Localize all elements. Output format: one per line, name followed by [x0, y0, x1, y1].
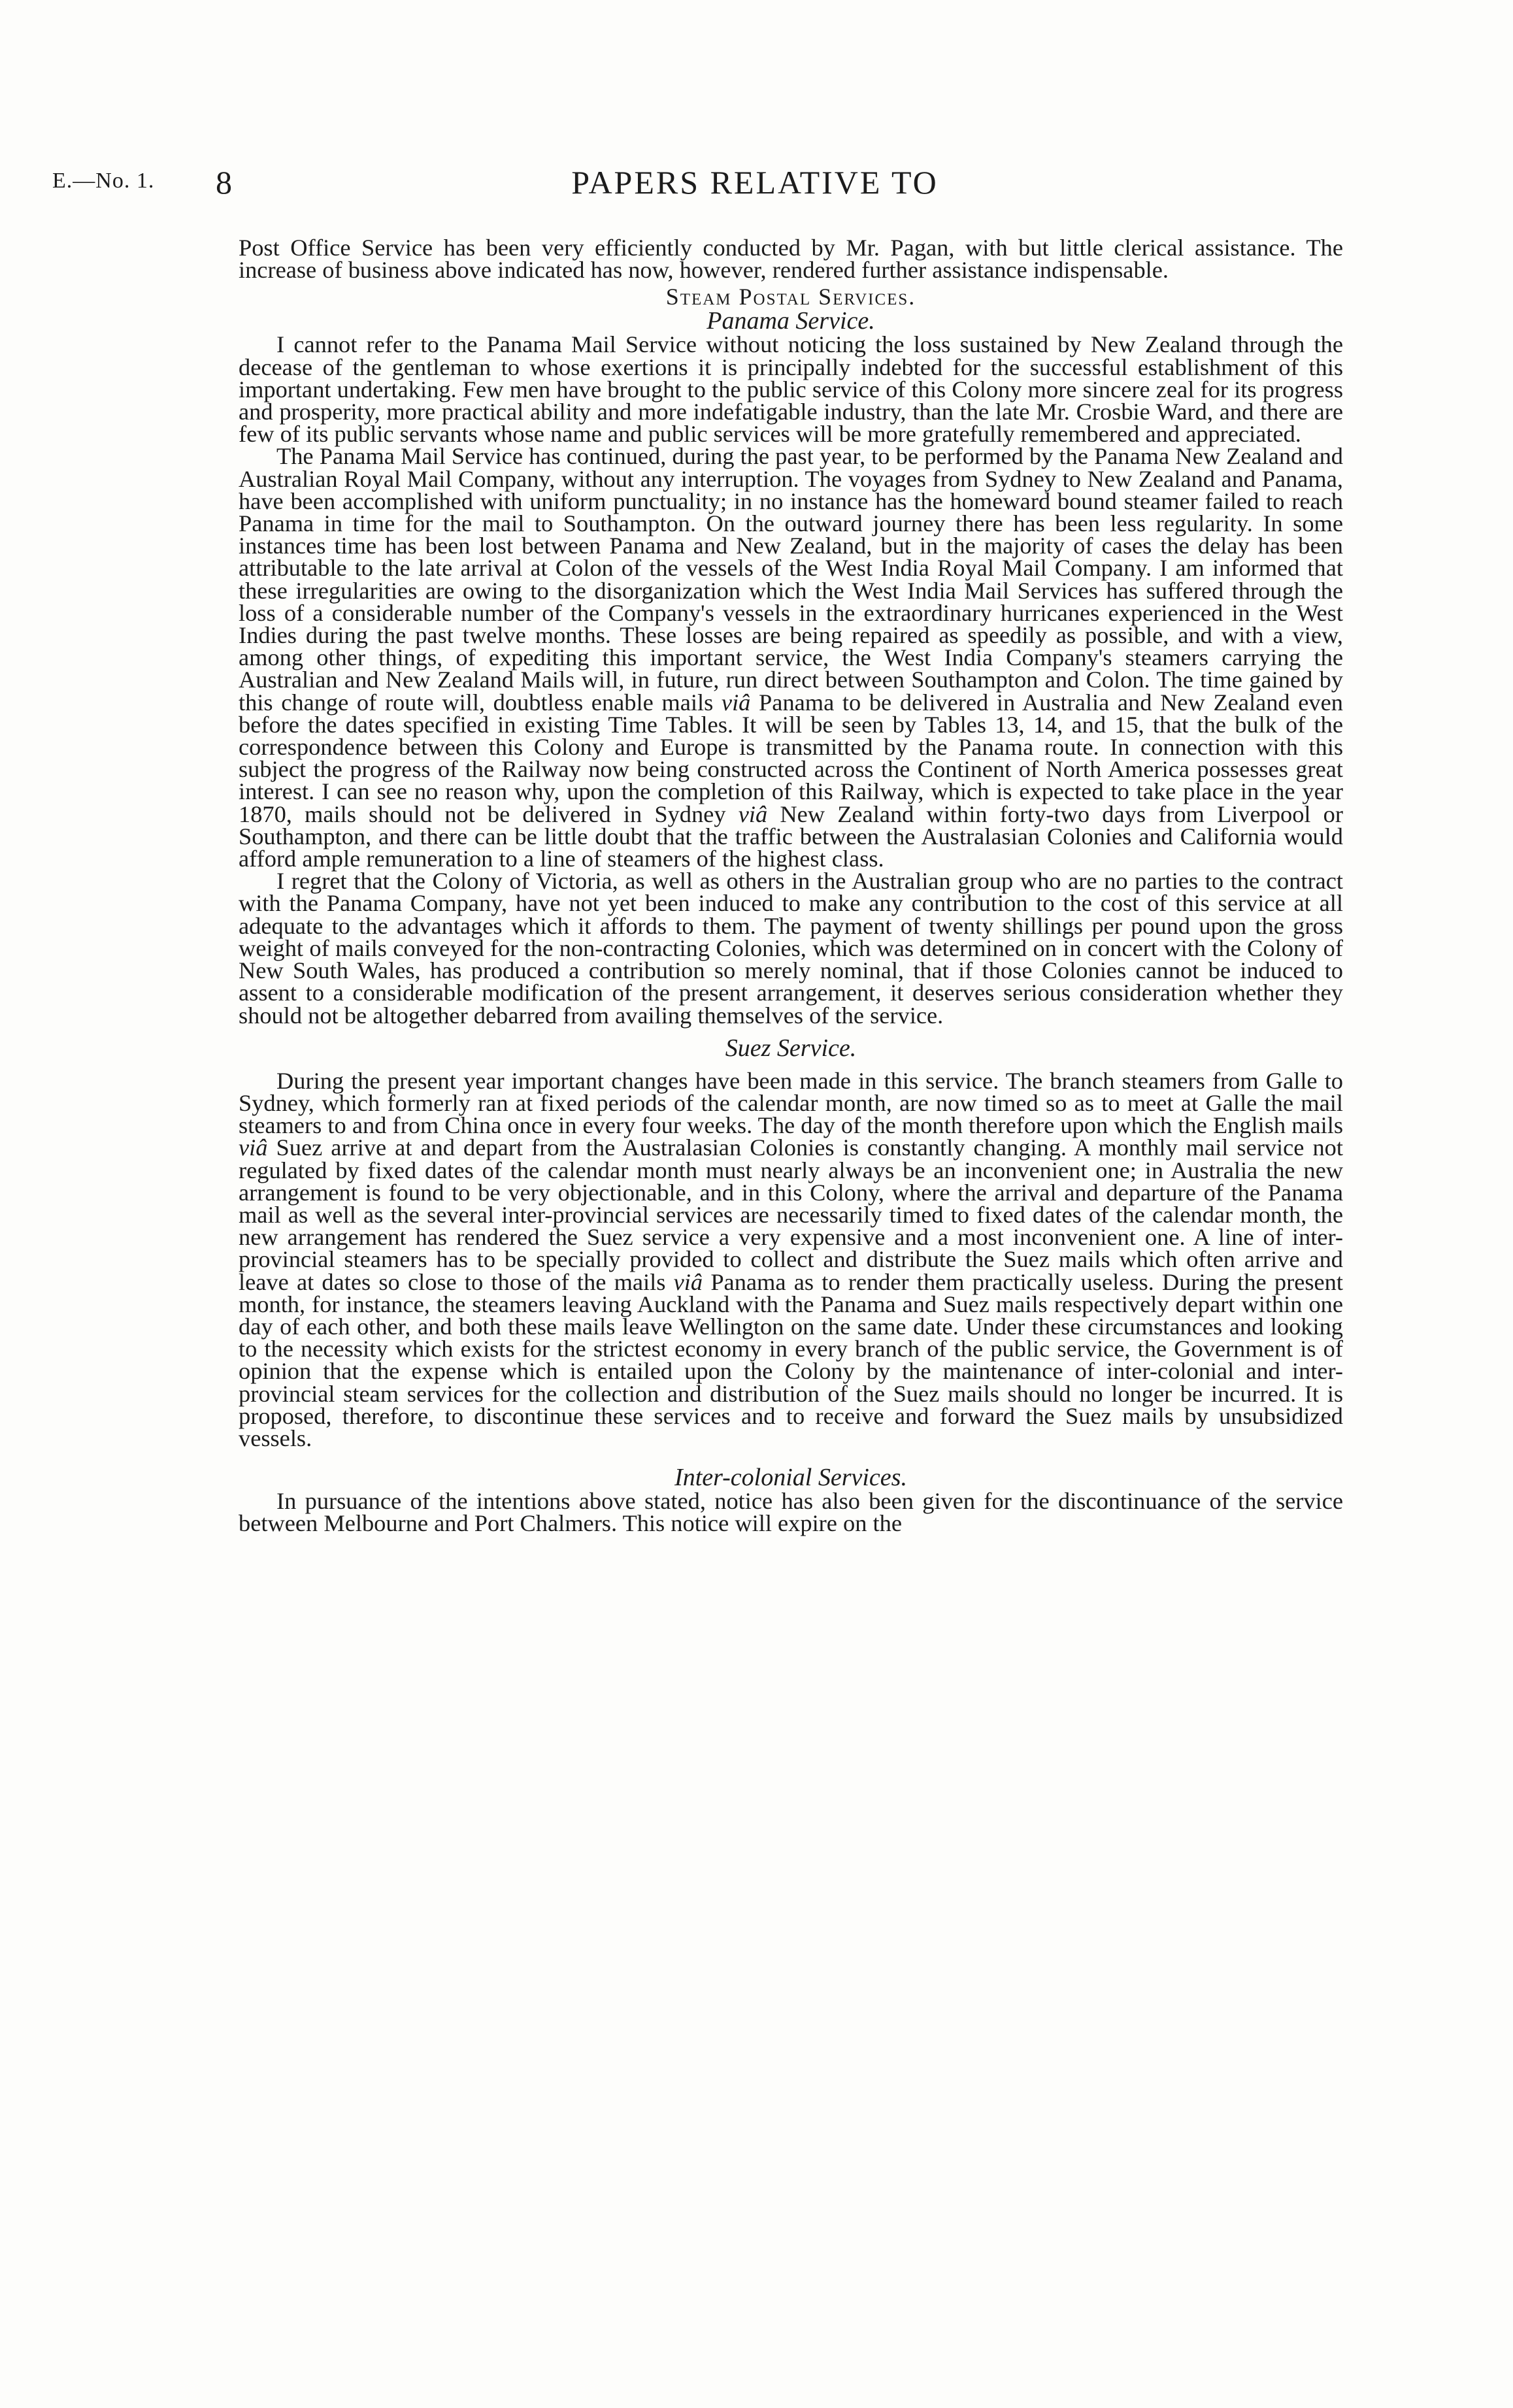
running-title: PAPERS RELATIVE TO [571, 164, 939, 201]
paragraph-inter-colonial: In pursuance of the intentions above stated, notice has also been given for the discontinuance of the service between Melbourne and Port Chalmers. This notice will expire on the [239, 1488, 1343, 1537]
italic-via: viâ [673, 1268, 703, 1295]
subheading-suez-service: Suez Service. [725, 1034, 857, 1062]
page-number: 8 [216, 164, 232, 201]
body-text [239, 237, 1343, 1535]
section-heading-steam-postal: Steam Postal Services. [665, 284, 916, 310]
paragraph-post-office: Post Office Service has been very efficiently conducted by Mr. Pagan, with but little clerical assistance. The increase of business above indicated has now, however, rendered further assistance indispensable. [239, 235, 1343, 284]
subheading-inter-colonial: Inter-colonial Services. [674, 1464, 907, 1492]
italic-via: viâ [721, 689, 751, 716]
document-reference: E.—No. 1. [52, 169, 155, 193]
italic-via: viâ [738, 800, 768, 827]
text-fragment: Panama to be delivered in Australia and New Zealand even before the dates specified in existing Time Tables. It will be seen by Tables 13, 14, and 15, that the bulk of the correspondence between this Colony and Europe is transmitted by the Panama route. In connection with this subject the progress of the Railway now being constructed across the Continent of North America possesses great interest. I can see no reason why, upon the completion of this Railway, which is expected to take place in the year 1870, mails should not be delivered in Sydney [239, 689, 1343, 827]
text-fragment: Suez arrive at and depart from the Australasian Colonies is constantly changing. A monthly mail service not regulated by fixed dates of the calendar month must nearly always be an inconvenient one; in Australia the new arrangement is found to be very objectionable, and in this Colony, where the arrival and departure of the Panama mail as well as the several inter-provincial services are necessarily timed to fixed dates of the calendar month, the new arrangement has rendered the Suez service a very expensive and a most inconvenient one. A line of inter-provincial steamers has to be specially provided to collect and distribute the Suez mails which often arrive and leave at dates so close to those of the mails [239, 1134, 1343, 1295]
text-fragment: During the present year important changes have been made in this service. The branch steamers from Galle to Sydney, which formerly ran at fixed periods of the calendar month, are now timed so as to meet at Galle the mail steamers to and from China once in every four weeks. The day of the month therefore upon which the English mails [239, 1067, 1344, 1139]
paragraph-suez [239, 1067, 1344, 1451]
page-header [52, 163, 1457, 209]
paragraph-victoria: I regret that the Colony of Victoria, as well as others in the Australian group who are no parties to the contract with the Panama Company, have not yet been induced to make any contribution to the cost of this service at all adequate to the advantages which it affords to them. The payment of twenty shillings per pound upon the gross weight of mails conveyed for the non-contracting Colonies, which was determined on in concert with the Colony of New South Wales, has produced a contribution so merely nominal, that if those Colonies cannot be induced to assent to a considerable modification of the present arrangement, it deserves serious consideration whether they should not be altogether debarred from availing themselves of the service. [239, 868, 1343, 1029]
paragraph-crosbie-ward: I cannot refer to the Panama Mail Service without noticing the loss sustained by New Zealand through the decease of the gentleman to whose exertions it is principally indebted for the successful establishment of this important undertaking. Few men have brought to the public service of this Colony more sincere zeal for its progress and prosperity, more practical ability and more indefatigable industry, than the late Mr. Crosbie Ward, and there are few of its public servants whose name and public services will be more gratefully remembered and appreciated. [239, 331, 1343, 448]
text-fragment: The Panama Mail Service has continued, during the past year, to be performed by the Panama New Zealand and Australian Royal Mail Company, without any interruption. The voyages from Sydney to New Zealand and Panama, have been accomplished with uniform punctuality; in no instance has the homeward bound steamer failed to reach Panama in time for the mail to Southampton. On the outward journey there has been less regularity. In some instances time has been lost between Panama and New Zealand, but in the majority of cases the delay has been attributable to the late arrival at Colon of the vessels of the West India Royal Mail Company. I am informed that these irregularities are owing to the disorganization which the West India Mail Services has suffered through the loss of a considerable number of the Company's vessels in the extraordinary hurricanes experienced in the West Indies during the past twelve months. These losses are being repaired as speedily as possible, and with a view, among other things, of expediting this important service, the West India Company's steamers carrying the Australian and New Zealand Mails will, in future, run direct between Southampton and Colon. The time gained by this change of route will, doubtless enable mails [239, 443, 1343, 716]
paragraph-panama-mail [239, 445, 1343, 870]
subheading-panama-service: Panama Service. [707, 307, 875, 335]
text-fragment: Panama as to render them practically useless. During the present month, for instance, the steamers leaving Auckland with the Panama and Suez mails respectively depart within one day of each other, and both these mails leave Wellington on the same date. Under these circumstances and looking to the necessity which exists for the strictest economy in every branch of the public service, the Government is of opinion that the expense which is entailed upon the Colony by the maintenance of inter-colonial and inter-provincial steam services for the collection and distribution of the Suez mails should no longer be incurred. It is proposed, therefore, to discontinue these services and to receive and forward the Suez mails by unsubsidized vessels. [239, 1268, 1343, 1451]
italic-via: viâ [239, 1134, 268, 1161]
text-fragment: New Zealand within forty-two days from Liverpool or Southampton, and there can be little doubt that the traffic between the Australasian Colonies and California would afford ample remuneration to a line of steamers of the highest class. [239, 800, 1343, 872]
